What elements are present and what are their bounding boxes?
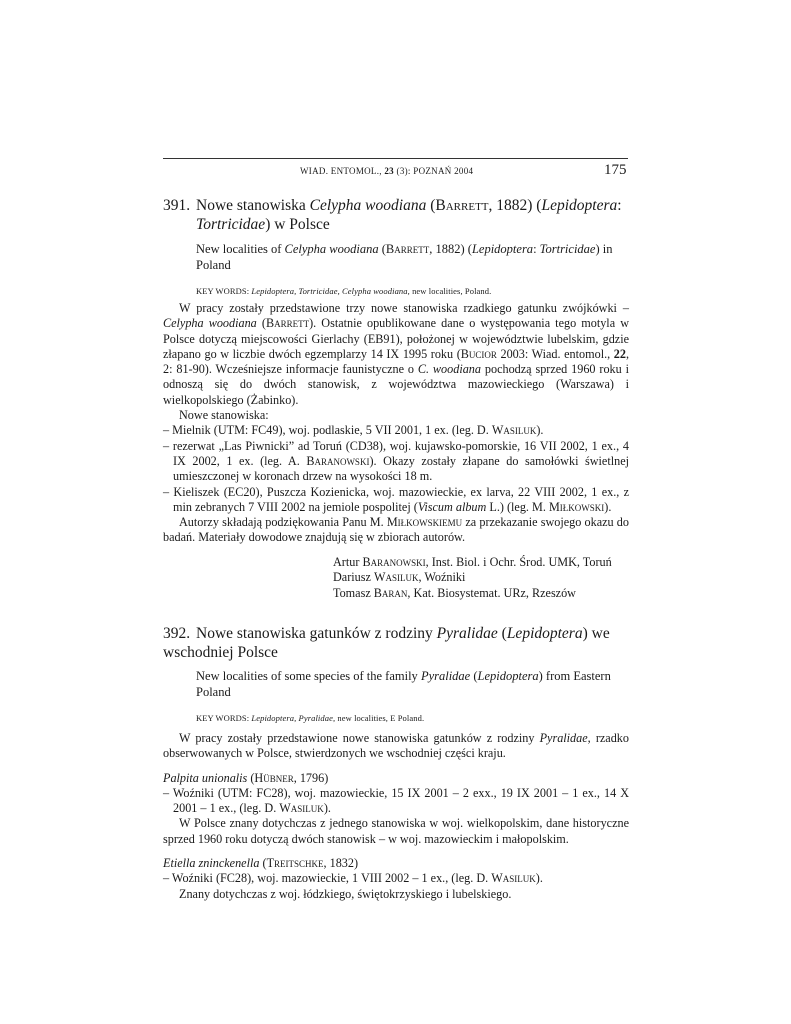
paragraph: Nowe stanowiska: — [179, 408, 269, 423]
title-order: Lepidoptera — [541, 197, 618, 214]
article-392-body — [163, 731, 629, 902]
article-391-title — [163, 196, 629, 234]
species-name: C. woodiana — [417, 362, 481, 377]
title-text: : — [617, 197, 622, 214]
paragraph — [163, 301, 629, 408]
text: – Kieliszek (EC20), Puszcza Kozienicka, woj. mazowieckie, ex larva, 22 VIII 2002, 1 ex., z min zebranych 7 VIII 2002 na jemiole pospolitej ( — [163, 484, 629, 514]
author-name: Miłkowskiemu — [386, 515, 463, 530]
text: ). Ostatnie opublikowane dane o występowania tego motyla w Polsce dotyczą miejscowości Gierlachy (EB91), położonej w województwie lubelskim, gdzie złapano go w liczbie dwóch egzemplarzy 14 IX 1995 roku ( — [163, 316, 629, 361]
author-name: Wasiluk — [491, 871, 536, 886]
header-rule — [163, 158, 628, 159]
text: Autorzy składają podziękowania Panu M. — [179, 515, 387, 530]
title-text: Nowe stanowiska — [196, 197, 310, 214]
title-author: Barrett — [435, 197, 489, 214]
en-title-text: , 1882) ( — [429, 242, 472, 256]
text: ( — [259, 856, 267, 871]
keyword: new localities, E Poland. — [335, 713, 425, 723]
text: rzadko obserwowanych w Polsce, stwierdzonych we wschodniej części kraju. — [163, 731, 629, 761]
author-name: Treitschke — [266, 856, 324, 871]
title-species: Celypha woodiana — [309, 197, 427, 214]
author-name: Wasiluk — [279, 801, 324, 816]
author-name: Baranowski — [306, 453, 370, 468]
list-item — [163, 485, 629, 516]
author-name: Barrett — [265, 316, 310, 331]
title-text: ( — [426, 197, 436, 214]
title-text: , 1882) ( — [488, 197, 542, 214]
en-title-species: Celypha woodiana — [284, 242, 379, 256]
keywords-label: KEY WORDS: — [196, 286, 252, 296]
article-number: 392. — [163, 625, 191, 642]
article-392-english-title — [163, 668, 629, 700]
text: L.) (leg. M. — [486, 499, 549, 514]
species-name: Etiella zninckenella — [163, 856, 260, 871]
en-title-author: Barrett — [385, 242, 430, 256]
en-title-order: Lepidoptera — [477, 669, 539, 683]
page-number: 175 — [604, 162, 627, 178]
article-391-body — [163, 301, 629, 546]
author-line — [333, 586, 629, 602]
article-392 — [163, 624, 629, 902]
en-title-family: Pyralidae — [420, 669, 471, 683]
text: , 1796) — [293, 770, 329, 785]
species-heading — [163, 856, 629, 871]
title-text: ) we wschodniej Polsce — [163, 625, 610, 661]
keyword: , new localities, Poland. — [407, 286, 492, 296]
article-392-keywords — [163, 713, 629, 723]
species-name: Palpita unionalis — [163, 770, 248, 785]
article-392-title — [163, 624, 629, 662]
title-text: ) w Polsce — [265, 216, 330, 233]
article-391-keywords — [163, 286, 629, 296]
text: W pracy zostały przedstawione trzy nowe stanowiska rzadkiego gatunku zwójkówki – — [179, 301, 629, 315]
text: , Woźniki — [418, 570, 466, 585]
text: ). — [536, 423, 544, 438]
text: ). — [604, 499, 612, 514]
en-title-text: : — [533, 242, 540, 256]
en-title-family: Tortricidae — [539, 242, 596, 256]
keyword-sep: , — [337, 286, 343, 296]
text: – rezerwat „Las Piwnicki” ad Toruń (CD38), woj. kujawsko-pomorskie, 16 VII 2002, 1 ex., 4 IX 2002, 1 ex. (leg. A. — [163, 438, 629, 468]
text: Tomasz — [333, 585, 374, 600]
list-item — [163, 439, 629, 485]
family-name: Pyralidae, — [539, 731, 591, 745]
article-391-english-title — [163, 241, 629, 273]
paragraph — [163, 515, 629, 546]
en-title-text: New localities of some species of the family — [196, 669, 421, 683]
author-name: Hübner — [254, 770, 294, 785]
text: – Woźniki (UTM: FC28), woj. mazowieckie, 15 IX 2001 – 2 exx., 19 IX 2001 – 1 ex., 14 X 2001 – 1 ex., (leg. D. — [163, 785, 629, 816]
author-name: Wasiluk — [373, 570, 419, 585]
en-title-text: ( — [378, 242, 386, 256]
text: Artur — [333, 554, 363, 569]
running-head — [300, 166, 473, 176]
text: W pracy zostały przedstawione nowe stanowiska gatunków z rodziny — [179, 731, 540, 745]
text: ( — [256, 316, 266, 331]
keywords-label: KEY WORDS: — [196, 713, 252, 723]
text: za przekazanie swojego okazu do badań. Materiały dowodowe znajdują się w zbiorach autorów. — [163, 515, 629, 545]
text: pochodzą sprzed 1960 roku i odnoszą się do dwóch stanowisk, z województwa mazowieckiego (Warszawa) i wielkopolskiego (Żabinko). — [163, 362, 630, 407]
article-391-authors — [163, 555, 629, 602]
text: ). — [535, 871, 543, 886]
en-title-text: ( — [470, 669, 478, 683]
volume-number: 23 — [384, 166, 394, 176]
text: , 2: 81-90). Wcześniejsze informacje faunistyczne o — [163, 346, 629, 377]
en-title-order: Lepidoptera — [471, 242, 534, 256]
title-family: Pyralidae — [436, 625, 498, 642]
title-text: Nowe stanowiska gatunków z rodziny — [196, 625, 437, 642]
author-name: Wasiluk — [491, 423, 537, 438]
article-number: 391. — [163, 197, 191, 214]
text: ( — [247, 770, 255, 785]
author-name: Bucior — [460, 346, 497, 361]
text: – Mielnik (UTM: FC49), woj. podlaskie, 5 VII 2001, 1 ex. (leg. D. — [163, 423, 492, 438]
en-title-text: ) in Poland — [196, 242, 613, 272]
list-item — [163, 423, 629, 438]
keyword: Lepidoptera, Tortricidae — [251, 286, 338, 296]
text: , Kat. Biosystemat. URz, Rzeszów — [407, 585, 576, 600]
author-name: Baranowski — [362, 554, 426, 569]
paragraph: Znany dotychczas z woj. łódzkiego, świętokrzyskiego i lubelskiego. — [179, 886, 512, 901]
article-391 — [163, 196, 629, 601]
text: Dariusz — [333, 570, 374, 585]
volume-ref: 22 — [613, 346, 626, 361]
text: , 1832) — [323, 856, 359, 871]
en-title-text: New localities of — [196, 242, 285, 256]
list-item — [163, 786, 629, 817]
en-title-text: ) from Eastern Poland — [196, 669, 611, 699]
species-name: Viscum album — [417, 499, 487, 514]
keyword: Celypha woodiana — [342, 286, 408, 296]
paragraph — [163, 731, 629, 762]
keyword: Lepidoptera, Pyralidae, — [251, 713, 336, 723]
issue-place-year: (3): POZNAŃ 2004 — [393, 166, 474, 176]
paragraph: W Polsce znany dotychczas z jednego stanowiska w woj. wielkopolskim, dane historyczne sprzed 1960 roku dotyczą dwóch stanowisk – w woj. mazowieckim i małopolskim. — [163, 816, 629, 846]
author-line — [333, 570, 629, 586]
title-family: Tortricidae — [196, 216, 266, 233]
list-item — [163, 871, 629, 886]
species-heading — [163, 771, 629, 786]
journal-name: WIAD. ENTOMOL., — [300, 166, 385, 176]
text: ). Okazy zostały złapane do samołówki świetlnej umieszczonej w koronach drzew na wysokości 18 m. — [173, 453, 629, 484]
author-name: Baran — [373, 585, 408, 600]
title-text: ( — [497, 625, 507, 642]
text: ). — [323, 801, 331, 816]
text: , Inst. Biol. i Ochr. Środ. UMK, Toruń — [425, 554, 612, 569]
text: – Woźniki (FC28), woj. mazowieckie, 1 VIII 2002 – 1 ex., (leg. D. — [163, 871, 492, 886]
text: 2003: Wiad. entomol., — [496, 346, 614, 361]
species-name: Celypha woodiana — [163, 316, 257, 331]
author-name: Miłkowski — [548, 499, 605, 514]
author-line — [333, 555, 629, 571]
title-order: Lepidoptera — [506, 625, 583, 642]
